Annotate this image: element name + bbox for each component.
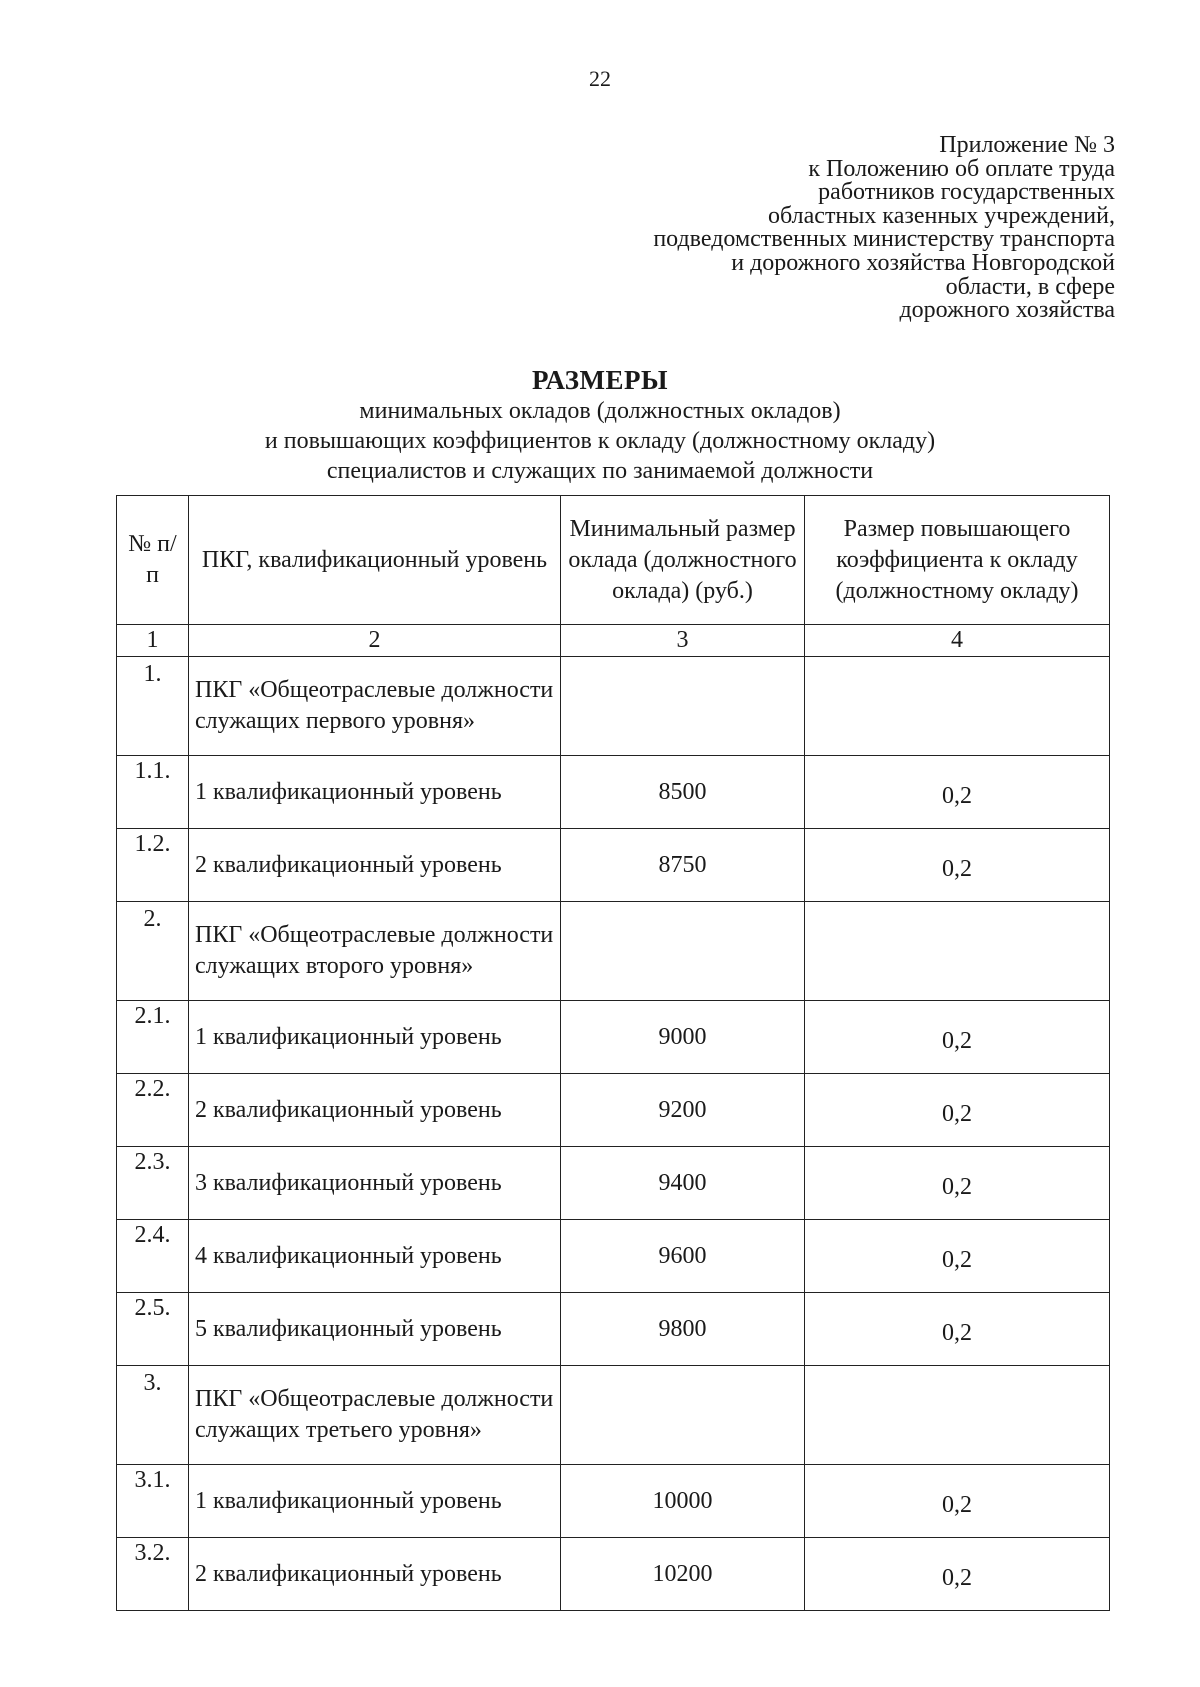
table-row [117,1074,1110,1147]
row-salary: 9200 [561,1074,805,1147]
row-salary: 10000 [561,1465,805,1538]
column-numbers-row [117,625,1110,657]
row-salary: 10200 [561,1538,805,1611]
row-coef [805,657,1110,756]
table-row [117,1465,1110,1538]
row-num: 2.5. [117,1293,189,1366]
row-coef: 0,2 [805,1465,1110,1538]
table-row [117,657,1110,756]
row-num: 1. [117,657,189,756]
title-main: РАЗМЕРЫ [531,365,669,395]
page-number: 22 [589,66,611,91]
row-num: 1.2. [117,829,189,902]
row-num: 2. [117,902,189,1001]
column-number: 2 [189,625,561,657]
appendix-line: к Положению об оплате труда [808,155,1115,182]
document-title [100,364,1100,486]
table-header-row [117,496,1110,625]
row-coef: 0,2 [805,1001,1110,1074]
column-number: 1 [117,625,189,657]
row-num: 2.3. [117,1147,189,1220]
row-salary: 9400 [561,1147,805,1220]
row-num: 2.4. [117,1220,189,1293]
row-coef [805,1366,1110,1465]
column-number: 3 [561,625,805,657]
title-line: и повышающих коэффициентов к окладу (должностному окладу) [264,428,936,454]
table-row [117,1538,1110,1611]
appendix-line: и дорожного хозяйства Новгородской [731,249,1115,276]
row-name: 1 квалификационный уровень [189,1465,561,1538]
title-line: минимальных окладов (должностных окладов) [359,398,841,424]
appendix-line: подведомственных министерству транспорта [653,226,1115,253]
row-salary: 9600 [561,1220,805,1293]
row-salary [561,902,805,1001]
row-salary [561,1366,805,1465]
row-name: 3 квалификационный уровень [189,1147,561,1220]
title-line: специалистов и служащих по занимаемой должности [326,458,874,484]
appendix-line: области, в сфере [945,273,1115,300]
row-num: 3.2. [117,1538,189,1611]
column-number: 4 [805,625,1110,657]
row-salary: 8500 [561,756,805,829]
row-name: ПКГ «Общеотраслевые должности служащих первого уровня» [189,657,561,756]
row-coef: 0,2 [805,1147,1110,1220]
header-salary: Минимальный размер оклада (должностного оклада) (руб.) [561,496,805,625]
header-num: № п/п [117,496,189,625]
table-row [117,902,1110,1001]
row-coef [805,902,1110,1001]
row-coef: 0,2 [805,1538,1110,1611]
row-coef: 0,2 [805,756,1110,829]
table-row [117,1220,1110,1293]
table-row [117,1001,1110,1074]
row-name: 2 квалификационный уровень [189,829,561,902]
appendix-line: областных казенных учреждений, [768,202,1115,229]
row-num: 2.2. [117,1074,189,1147]
table-row [117,756,1110,829]
table-row [117,1366,1110,1465]
row-num: 3.1. [117,1465,189,1538]
row-num: 1.1. [117,756,189,829]
appendix-line: Приложение № 3 [939,132,1115,158]
row-coef: 0,2 [805,1293,1110,1366]
row-coef: 0,2 [805,1220,1110,1293]
row-salary: 9000 [561,1001,805,1074]
table-row [117,1293,1110,1366]
row-name: 2 квалификационный уровень [189,1538,561,1611]
row-coef: 0,2 [805,1074,1110,1147]
row-salary: 9800 [561,1293,805,1366]
row-num: 2.1. [117,1001,189,1074]
row-salary: 8750 [561,829,805,902]
row-name: 5 квалификационный уровень [189,1293,561,1366]
table-row [117,1147,1110,1220]
appendix-line: дорожного хозяйства [899,297,1115,324]
row-name: 1 квалификационный уровень [189,756,561,829]
row-name: 1 квалификационный уровень [189,1001,561,1074]
row-name: 4 квалификационный уровень [189,1220,561,1293]
appendix-note [475,134,1115,323]
salary-table [116,495,1110,1611]
row-salary [561,657,805,756]
header-coef: Размер повышающего коэффициента к окладу (должностному окладу) [805,496,1110,625]
row-name: 2 квалификационный уровень [189,1074,561,1147]
row-num: 3. [117,1366,189,1465]
table-row [117,829,1110,902]
header-pkg: ПКГ, квалификационный уровень [189,496,561,625]
row-name: ПКГ «Общеотраслевые должности служащих третьего уровня» [189,1366,561,1465]
row-name: ПКГ «Общеотраслевые должности служащих второго уровня» [189,902,561,1001]
appendix-line: работников государственных [818,179,1115,206]
row-coef: 0,2 [805,829,1110,902]
